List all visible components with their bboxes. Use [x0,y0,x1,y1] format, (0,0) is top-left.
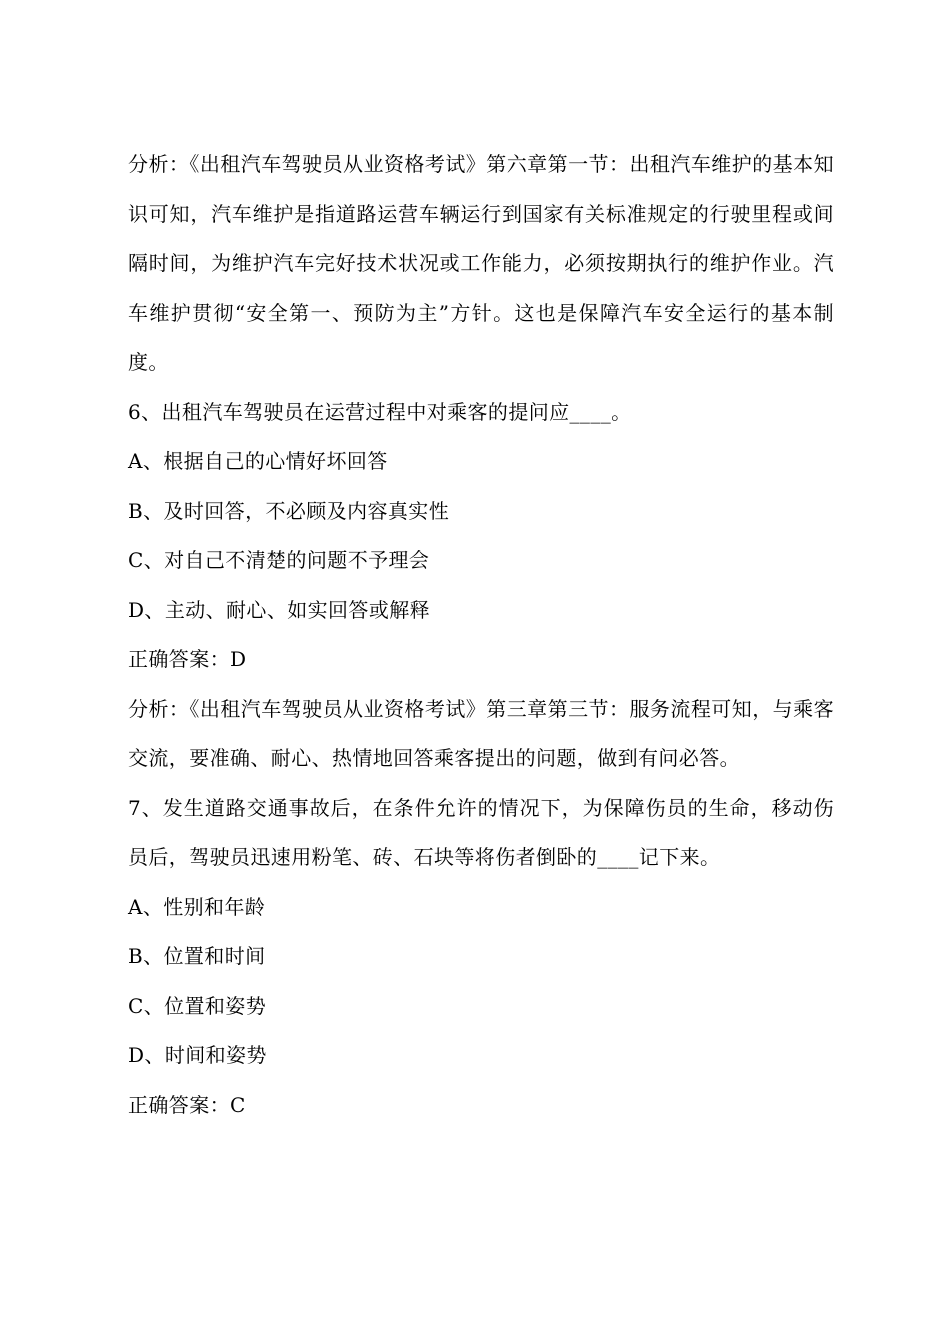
q6-option-d: D、主动、耐心、如实回答或解释 [128,597,431,622]
q6-option-a: A、根据自己的心情好坏回答 [128,449,388,473]
analysis-q5: 分析：《出租汽车驾驶员从业资格考试》第六章第一节：出租汽车维护的基本知识可知，汽车维护是指道路运营车辆运行到国家有关标准规定的行驶里程或间隔时间，为维护汽车完好技术状况或工作能力，必须按期执行的维护作业。汽车维护贯彻“安全第一、预防为主”方针。这也是保障汽车安全运行的基本制度。 [128,152,834,374]
q7-option-b: B、位置和时间 [128,944,266,968]
q6-option-c: C、对自己不清楚的问题不予理会 [128,548,430,572]
q6-option-b: B、及时回答，不必顾及内容真实性 [128,498,450,523]
question-7: 7、发生道路交通事故后，在条件允许的情况下，为保障伤员的生命，移动伤员后，驾驶员迅速用粉笔、砖、石块等将伤者倒卧的____记下来。 [128,795,834,869]
q7-option-c: C、位置和姿势 [128,993,267,1018]
page-content [128,140,834,1130]
q7-option-a: A、性别和年龄 [128,894,266,919]
q6-answer: 正确答案：D [128,647,247,671]
q7-option-d: D、时间和姿势 [128,1043,267,1067]
q7-answer: 正确答案：C [128,1092,246,1117]
question-6: 6、出租汽车驾驶员在运营过程中对乘客的提问应____。 [128,399,632,424]
analysis-q6: 分析：《出租汽车驾驶员从业资格考试》第三章第三节：服务流程可知，与乘客交流，要准确、耐心、热情地回答乘客提出的问题，做到有问必答。 [128,696,834,770]
